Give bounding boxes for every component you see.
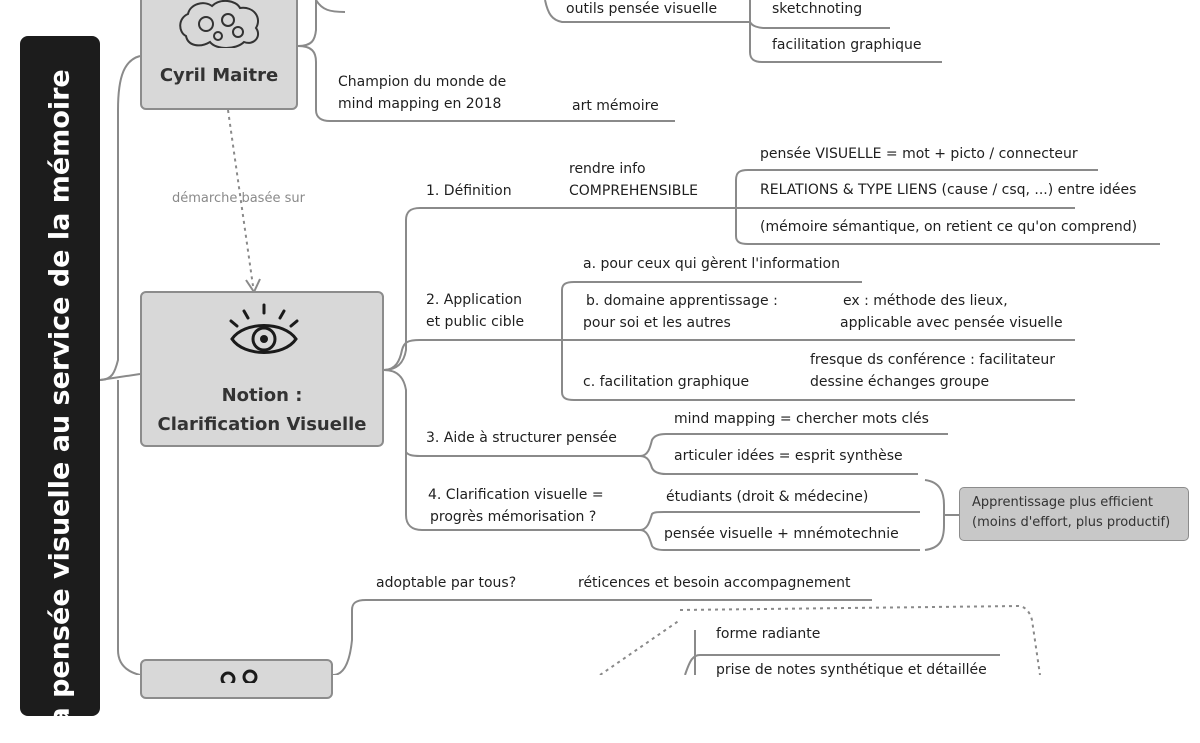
definition-label: 1. Définition [426, 183, 512, 199]
definition-item-1: pensée VISUELLE = mot + picto / connecteur [760, 146, 1078, 162]
brain-gears-icon [176, 0, 264, 48]
summary-box[interactable] [959, 487, 1189, 541]
application-b-1: b. domaine apprentissage : [586, 293, 778, 309]
application-b-ex-1: ex : méthode des lieux, [843, 293, 1008, 309]
application-c-ex-2: dessine échanges groupe [810, 374, 990, 390]
clarification-label-1: 4. Clarification visuelle = [428, 487, 604, 503]
application-b-2: pour soi et les autres [583, 315, 731, 331]
summary-line-1: Apprentissage plus efficient [972, 495, 1153, 510]
clarification-label-2: progrès mémorisation ? [430, 509, 597, 525]
relation-label: démarche basée sur [172, 191, 305, 206]
definition-sub-1: rendre info [569, 161, 646, 177]
champion-line-2: mind mapping en 2018 [338, 96, 502, 112]
notion-title-2: Clarification Visuelle [157, 414, 367, 435]
champion-line-1: Champion du monde de [338, 74, 507, 90]
tool-sketchnoting: sketchnoting [772, 1, 863, 17]
forme-radiante: forme radiante [716, 626, 821, 642]
prise-de-notes: prise de notes synthétique et détaillée [716, 662, 987, 678]
art-memoire: art mémoire [572, 98, 659, 114]
root-title: La pensée visuelle au service de la mémoire [44, 69, 76, 743]
eye-icon [228, 303, 300, 365]
application-label-2: et public cible [426, 314, 525, 330]
summary-line-2: (moins d'effort, plus productif) [972, 515, 1171, 530]
structure-label: 3. Aide à structurer pensée [426, 430, 617, 446]
application-label-1: 2. Application [426, 292, 523, 308]
reticences-label: réticences et besoin accompagnement [578, 575, 851, 591]
clarification-item-2: pensée visuelle + mnémotechnie [664, 526, 899, 542]
adoptable-label: adoptable par tous? [376, 575, 517, 591]
outils-pensee-visuelle: outils pensée visuelle [566, 1, 718, 17]
definition-item-2: RELATIONS & TYPE LIENS (cause / csq, ...) entre idées [760, 182, 1137, 198]
root-topic[interactable] [20, 36, 100, 743]
definition-item-3: (mémoire sémantique, on retient ce qu'on comprend) [760, 219, 1138, 235]
tool-facilitation: facilitation graphique [772, 37, 922, 53]
bottom-topic-box[interactable] [140, 659, 333, 699]
author-name: Cyril Maitre [159, 65, 279, 86]
clarification-item-1: étudiants (droit & médecine) [666, 489, 869, 505]
structure-item-1: mind mapping = chercher mots clés [674, 411, 929, 427]
definition-sub-2: COMPREHENSIBLE [569, 183, 699, 199]
application-c: c. facilitation graphique [583, 374, 750, 390]
notion-title-1: Notion : [221, 385, 303, 406]
author-box[interactable] [140, 0, 298, 110]
notion-box[interactable] [140, 291, 384, 447]
application-c-ex-1: fresque ds conférence : facilitateur [810, 352, 1055, 368]
application-a: a. pour ceux qui gèrent l'information [583, 256, 840, 272]
structure-item-2: articuler idées = esprit synthèse [674, 448, 903, 464]
bottom-topic-icon [218, 669, 262, 683]
application-b-ex-2: applicable avec pensée visuelle [840, 315, 1063, 331]
